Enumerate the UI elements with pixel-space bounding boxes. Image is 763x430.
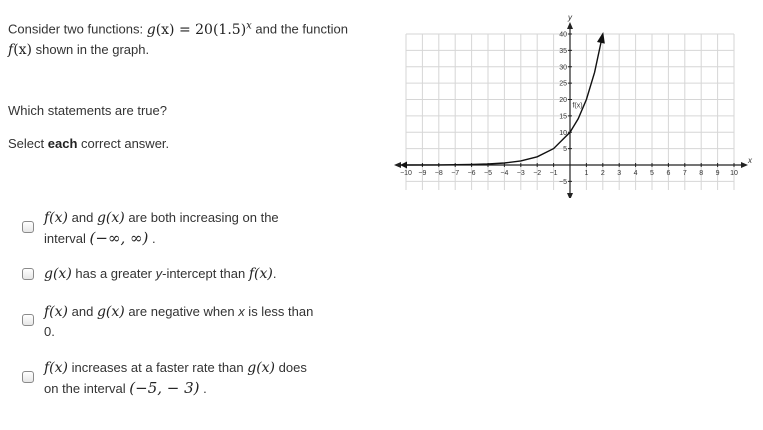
x-tick-label: −10 <box>400 170 412 177</box>
function-graph <box>394 10 754 198</box>
y-tick-label: 20 <box>559 97 567 104</box>
x-tick-label: −8 <box>434 170 443 177</box>
choice-3[interactable] <box>22 302 324 342</box>
choice-1[interactable] <box>22 208 324 249</box>
x-tick-label: 9 <box>715 170 720 177</box>
x-tick-label: 1 <box>584 170 589 177</box>
x-tick-label: 5 <box>650 170 654 177</box>
y-tick-label: 30 <box>559 64 567 72</box>
choice-1-checkbox[interactable] <box>22 221 34 233</box>
x-tick-label: 2 <box>600 170 605 177</box>
x-axis-arrow-right <box>741 162 748 168</box>
x-tick-label: −2 <box>533 170 542 177</box>
select-instruction: Select each correct answer. <box>8 136 170 151</box>
f-name: f(x) <box>8 41 33 58</box>
y-axis-arrow-down <box>567 193 573 198</box>
x-axis-arrow-left <box>394 162 401 168</box>
question-prompt: Consider two functions: $g(x) = 20(1.5)^x$ and the function f(x) shown in the graph. <box>8 20 348 58</box>
choice-2-text: g(x) has a greater y-intercept than f(x). <box>44 266 277 282</box>
y-tick-label: 10 <box>559 129 567 137</box>
choice-2[interactable] <box>22 264 344 284</box>
choice-3-text: f(x) and g(x) are negative when x is less than 0. <box>44 304 314 339</box>
x-tick-label: 10 <box>730 170 738 177</box>
x-tick-label: 4 <box>633 170 638 177</box>
x-tick-label: 8 <box>699 170 704 177</box>
graph-curve <box>400 32 605 168</box>
x-tick-label: −3 <box>516 170 525 177</box>
which-statements-label: Which statements are true? <box>8 103 167 118</box>
g-definition: $g(x) = 20(1.5)^x$ <box>146 20 252 38</box>
y-axis-label: y <box>568 13 572 22</box>
x-tick-label: 3 <box>617 170 622 177</box>
y-tick-label: 25 <box>559 80 567 88</box>
choice-4[interactable] <box>22 358 324 399</box>
x-tick-label: 7 <box>682 170 687 177</box>
choice-4-text: f(x) increases at a faster rate than g(x) does on the interval (−5, − 3) . <box>44 360 307 397</box>
y-axis-arrow-up <box>567 22 573 29</box>
x-tick-label: −1 <box>549 170 558 177</box>
y-tick-label: 15 <box>559 113 567 121</box>
y-tick-label: 35 <box>559 47 567 55</box>
graph-axes <box>394 22 748 198</box>
y-tick-label: 40 <box>559 31 567 39</box>
choice-4-checkbox[interactable] <box>22 371 34 383</box>
choice-1-text: f(x) and g(x) are both increasing on the interval (−∞, ∞) . <box>44 210 279 247</box>
x-axis-label: x <box>748 156 752 165</box>
x-tick-label: −7 <box>451 170 460 177</box>
x-tick-label: −5 <box>484 170 492 177</box>
y-tick-label: 5 <box>563 146 567 154</box>
x-tick-label: −9 <box>418 170 427 177</box>
curve-arrow-left <box>400 161 407 168</box>
x-tick-label: 6 <box>666 170 671 177</box>
y-tick-label: −5 <box>559 178 567 186</box>
x-tick-label: −6 <box>467 170 476 177</box>
choice-2-checkbox[interactable] <box>22 268 34 280</box>
choice-3-checkbox[interactable] <box>22 314 34 326</box>
x-tick-label: −4 <box>500 170 509 177</box>
curve-label: f(x) <box>572 102 583 110</box>
